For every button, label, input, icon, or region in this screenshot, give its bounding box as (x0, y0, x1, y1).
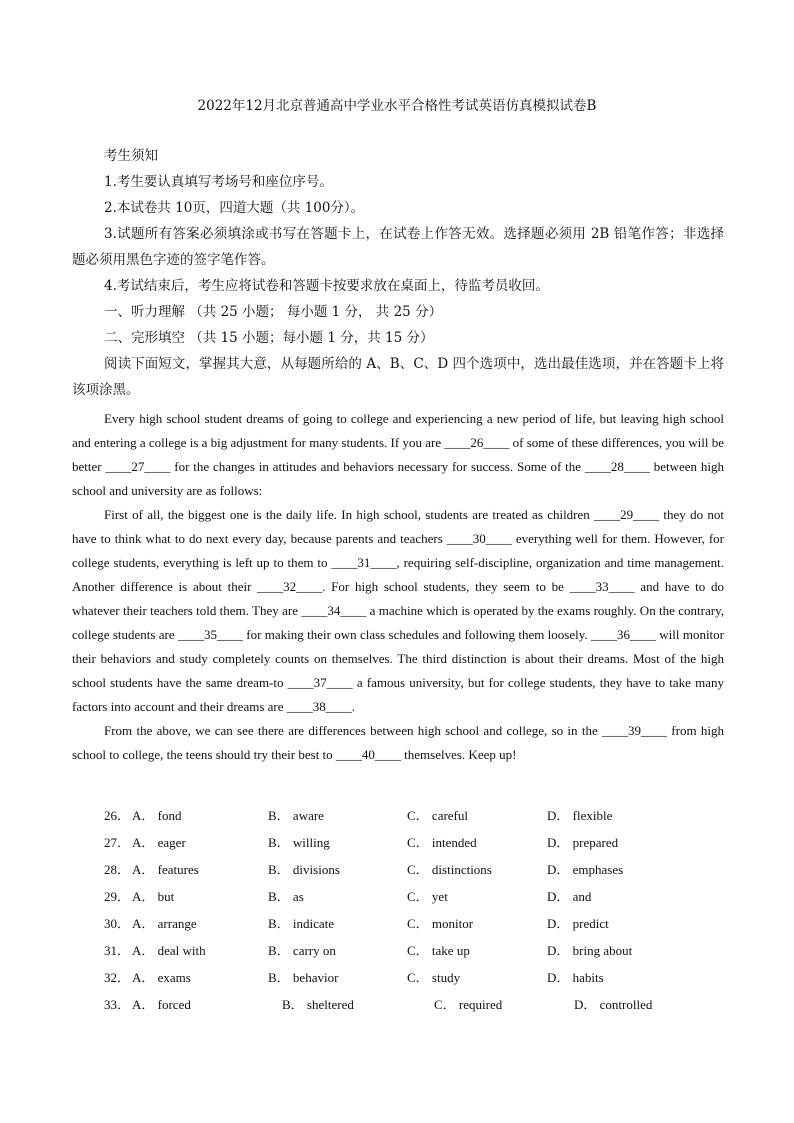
option-b: B． divisions (268, 862, 340, 877)
question-row (104, 937, 724, 964)
question-number: 27． (104, 835, 131, 850)
option-a: A． exams (132, 970, 191, 985)
option-c: C． monitor (407, 916, 474, 931)
passage-paragraph: From the above, we can see there are differences between high school and college, so in the ____39____ from high school to college, the teens should try their best to ____40____ themselves. Keep up! (72, 723, 724, 762)
notice-item: 4.考试结束后，考生应将试卷和答题卡按要求放在桌面上，待监考员收回。 (104, 278, 549, 294)
passage-paragraph: Every high school student dreams of going to college and experiencing a new period of life, but leaving high school and entering a college is a big adjustment for many students. If you are ____26____ of some of these differences, you will be better ____27____ for the changes in attitudes and behaviors necessary for success. Some of the ____28____ between high school and university are as follows: (72, 411, 724, 498)
document-body (72, 143, 724, 767)
option-b: B． as (268, 889, 304, 904)
question-number: 30． (104, 916, 131, 931)
option-c: C． take up (407, 943, 470, 958)
cloze-instruction: 阅读下面短文，掌握其大意，从每题所给的 A、B、C、D 四个选项中，选出最佳选项，并在答题卡上将该项涂黑。 (72, 356, 724, 398)
option-d: D． bring about (547, 943, 633, 958)
question-row (104, 883, 724, 910)
question-row (104, 829, 724, 856)
question-number: 26． (104, 808, 131, 823)
document-title: 2022年12月北京普通高中学业水平合格性考试英语仿真模拟试卷B (197, 98, 597, 114)
option-a: A． eager (132, 835, 186, 850)
option-b: B． carry on (268, 943, 336, 958)
section-cloze: 二、完形填空 （共 15 小题；每小题 1 分，共 15 分） (104, 330, 434, 346)
option-a: A． arrange (132, 916, 197, 931)
option-c: C． required (434, 997, 503, 1012)
option-d: D． prepared (547, 835, 619, 850)
question-number: 33． (104, 997, 131, 1012)
question-row (104, 802, 724, 829)
option-d: D． and (547, 889, 592, 904)
option-b: B． aware (268, 808, 324, 823)
option-a: A． features (132, 862, 199, 877)
question-options (104, 802, 724, 1018)
option-c: C． careful (407, 808, 469, 823)
question-number: 31． (104, 943, 131, 958)
question-row (104, 910, 724, 937)
option-d: D． flexible (547, 808, 613, 823)
notice-heading: 考生须知 (104, 148, 158, 164)
option-a: A． forced (132, 997, 191, 1012)
question-row (104, 964, 724, 991)
option-c: C． study (407, 970, 461, 985)
option-d: D． controlled (574, 997, 653, 1012)
option-b: B． sheltered (282, 997, 354, 1012)
section-listening: 一、听力理解 （共 25 小题； 每小题 1 分， 共 25 分） (104, 304, 443, 320)
option-b: B． indicate (268, 916, 335, 931)
notice-item: 2.本试卷共 10页，四道大题（共 100分）。 (104, 200, 365, 216)
option-c: C． yet (407, 889, 448, 904)
question-number: 32． (104, 970, 131, 985)
option-a: A． fond (132, 808, 182, 823)
option-b: B． willing (268, 835, 330, 850)
option-d: D． habits (547, 970, 604, 985)
question-row (104, 856, 724, 883)
question-number: 28． (104, 862, 131, 877)
passage-paragraph: First of all, the biggest one is the daily life. In high school, students are treated as children ____29____ they do not have to think what to do next every day, because parents and teachers ____30____ everything well for them. However, for college students, everything is left up to them to ____31____, requiring self-discipline, organization and time management. Another difference is about their ____32____. For high school students, they seem to be ____33____ and have to do whatever their teachers told them. They are ____34____ a machine which is operated by the exams roughly. On the contrary, college students are ____35____ for making their own class schedules and following them loosely. ____36____ will monitor their behaviors and study completely counts on themselves. The third distinction is about their dreams. Most of the high school students have the same dream-to ____37____ a famous university, but for college students, they have to take many factors into account and their dreams are ____38____. (72, 507, 724, 714)
option-a: A． deal with (132, 943, 206, 958)
option-a: A． but (132, 889, 175, 904)
notice-item: 1.考生要认真填写考场号和座位序号。 (104, 174, 333, 190)
notice-item: 3.试题所有答案必须填涂或书写在答题卡上，在试卷上作答无效。选择题必须用 2B 铅笔作答；非选择题必须用黑色字迹的签字笔作答。 (72, 226, 724, 268)
option-d: D． emphases (547, 862, 624, 877)
question-row (104, 991, 724, 1018)
option-c: C． intended (407, 835, 477, 850)
option-b: B． behavior (268, 970, 339, 985)
question-number: 29． (104, 889, 131, 904)
option-c: C． distinctions (407, 862, 492, 877)
option-d: D． predict (547, 916, 609, 931)
